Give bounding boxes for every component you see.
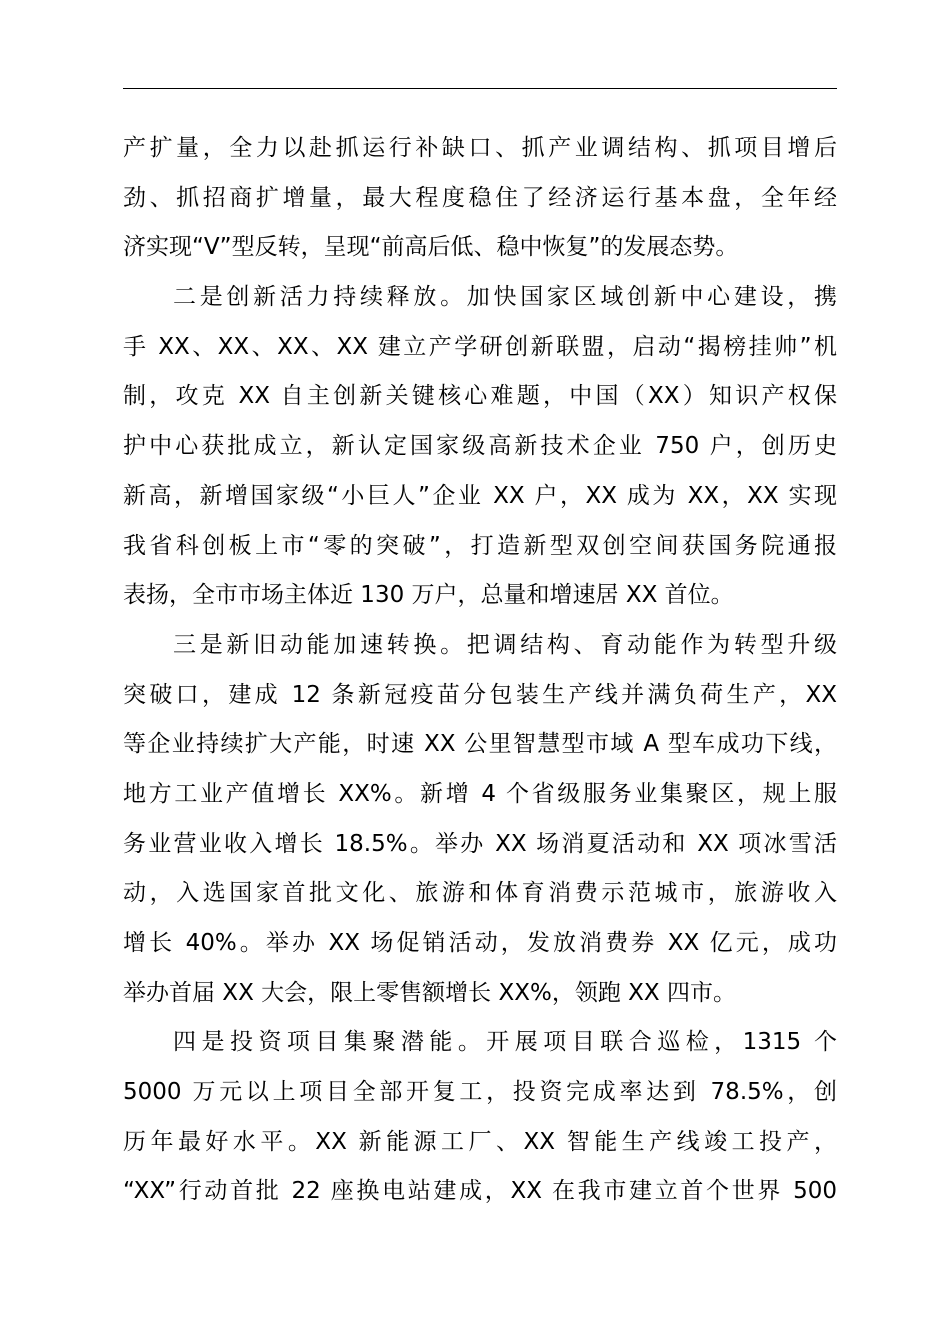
text-line: 务业营业收入增长 18.5%。举办 XX 场消夏活动和 XX 项冰雪活 <box>123 830 837 857</box>
text-line: 5000 万元以上项目全部开复工，投资完成率达到 78.5%，创 <box>123 1079 837 1106</box>
text-line: 护中心获批成立，新认定国家级高新技术企业 750 户，创历史 <box>123 433 837 460</box>
text-line: 新高，新增国家级“小巨人”企业 XX 户，XX 成为 XX，XX 实现 <box>123 482 837 509</box>
header-rule <box>123 88 837 89</box>
text-line: 产扩量，全力以赴抓运行补缺口、抓产业调结构、抓项目增后 <box>123 135 837 161</box>
text-line: 济实现“V”型反转，呈现“前高后低、稳中恢复”的发展态势。 <box>123 234 739 261</box>
text-line: 等企业持续扩大产能，时速 XX 公里智慧型市域 A 型车成功下线， <box>123 731 837 758</box>
text-line: 举办首届 XX 大会，限上零售额增长 XX%，领跑 XX 四市。 <box>123 979 736 1006</box>
text-line: “XX”行动首批 22 座换电站建成，XX 在我市建立首个世界 500 <box>123 1178 837 1205</box>
paragraph-start-line: 二是创新活力持续释放。加快国家区域创新中心建设，携 <box>173 284 837 311</box>
text-line: 地方工业产值增长 XX%。新增 4 个省级服务业集聚区，规上服 <box>123 780 837 807</box>
text-line: 手 XX、XX、XX、XX 建立产学研创新联盟，启动“揭榜挂帅”机 <box>123 333 837 360</box>
text-line: 历年最好水平。XX 新能源工厂、XX 智能生产线竣工投产， <box>123 1128 837 1155</box>
text-line: 表扬，全市市场主体近 130 万户，总量和增速居 XX 首位。 <box>123 582 734 609</box>
paragraph-start-line: 三是新旧动能加速转换。把调结构、育动能作为转型升级 <box>173 631 837 658</box>
text-line: 增长 40%。举办 XX 场促销活动，发放消费券 XX 亿元，成功 <box>123 930 837 956</box>
text-line: 突破口，建成 12 条新冠疫苗分包装生产线并满负荷生产，XX <box>123 681 837 708</box>
text-line: 制，攻克 XX 自主创新关键核心难题，中国（XX）知识产权保 <box>123 383 837 410</box>
paragraph-start-line: 四是投资项目集聚潜能。开展项目联合巡检，1315 个 <box>173 1029 837 1056</box>
text-line: 我省科创板上市“零的突破”，打造新型双创空间获国务院通报 <box>123 532 837 559</box>
document-body <box>123 124 837 1217</box>
text-line: 劲、抓招商扩增量，最大程度稳住了经济运行基本盘，全年经 <box>123 184 837 211</box>
text-line: 动，入选国家首批文化、旅游和体育消费示范城市，旅游收入 <box>123 880 837 907</box>
